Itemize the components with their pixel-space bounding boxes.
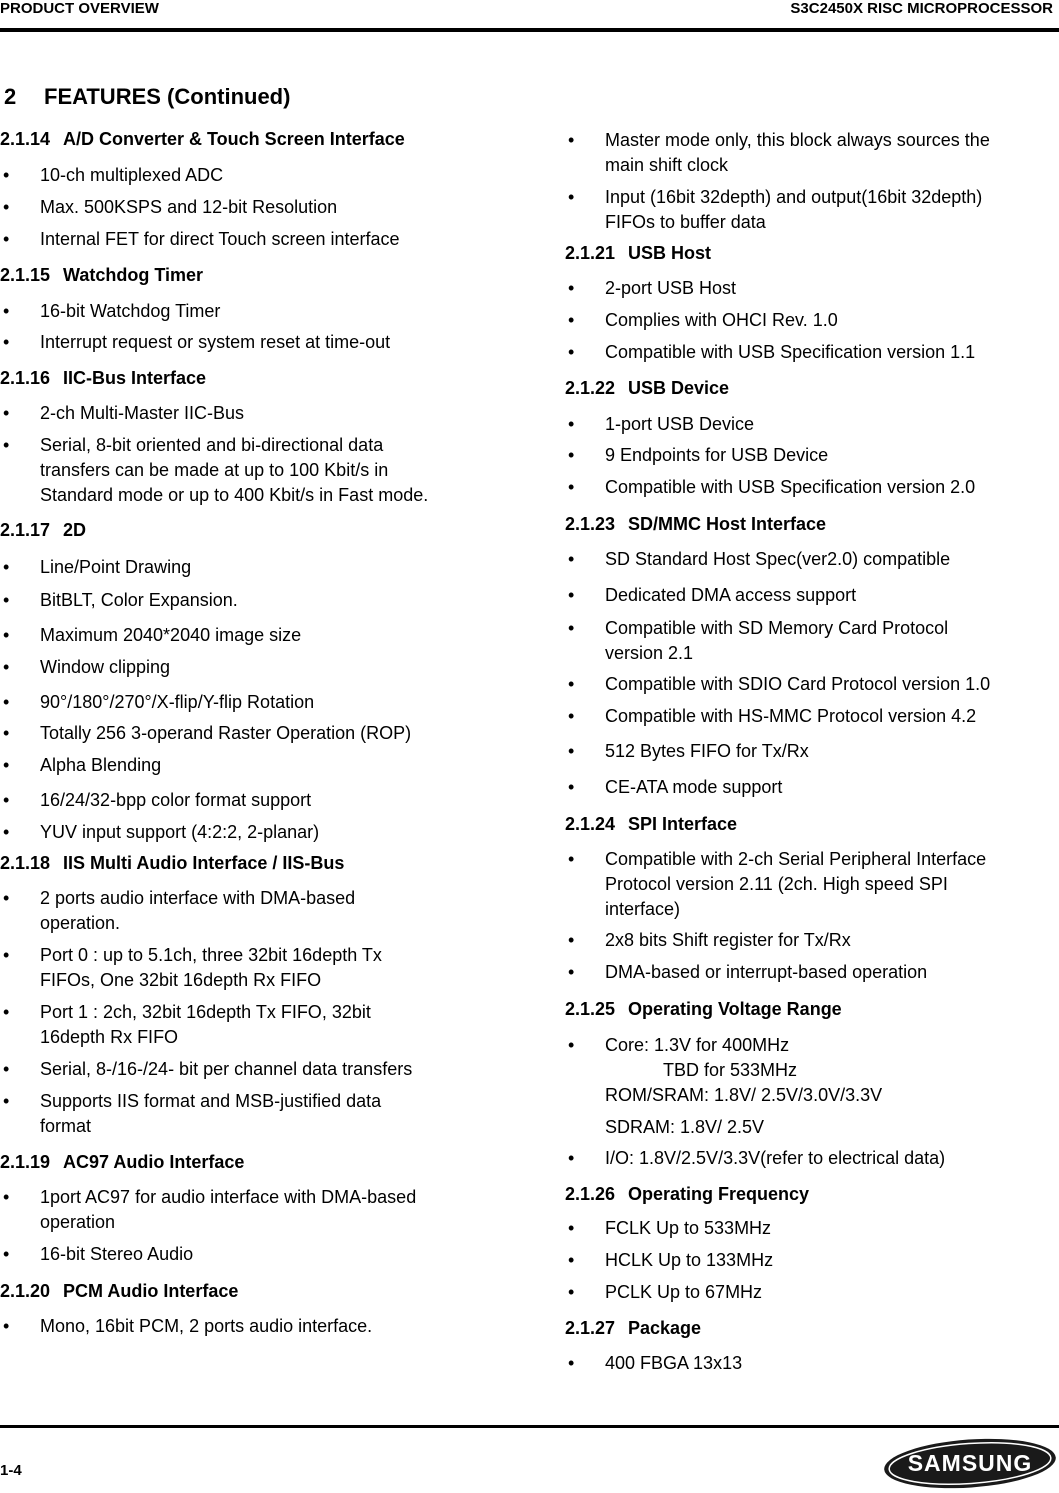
bullet-icon: • [568, 962, 575, 982]
bullet-icon: • [568, 1250, 575, 1270]
bullet-icon: • [568, 1353, 575, 1373]
feature-item-line: Supports IIS format and MSB-justified data [40, 1091, 382, 1111]
section-title: Operating Frequency [628, 1184, 810, 1204]
feature-item-line: FIFOs to buffer data [605, 212, 766, 232]
bullet-icon: • [3, 625, 10, 645]
feature-item-line: Max. 500KSPS and 12-bit Resolution [40, 197, 338, 217]
feature-item [0, 1242, 193, 1267]
section-number: 2.1.15 [0, 265, 51, 285]
section-heading [565, 813, 737, 835]
feature-item [565, 547, 950, 572]
feature-item-line: Standard mode or up to 400 Kbit/s in Fast mode. [40, 485, 429, 505]
bullet-icon: • [568, 618, 575, 638]
feature-item [565, 1351, 742, 1376]
feature-item [565, 960, 927, 985]
feature-item-line: 1port AC97 for audio interface with DMA-based [40, 1187, 417, 1207]
header-section-label: PRODUCT OVERVIEW [0, 0, 159, 17]
feature-item [565, 185, 982, 235]
feature-item-line: Internal FET for direct Touch screen interface [40, 229, 400, 249]
feature-item [565, 1280, 762, 1305]
section-number: 2.1.27 [565, 1318, 616, 1338]
bullet-icon: • [3, 1002, 10, 1022]
feature-item [565, 739, 809, 764]
feature-item [0, 690, 314, 715]
bullet-icon: • [3, 1091, 10, 1111]
feature-item [565, 340, 975, 365]
section-heading [565, 1317, 701, 1339]
feature-item-line: 16/24/32-bpp color format support [40, 790, 312, 810]
bullet-icon: • [3, 557, 10, 577]
bullet-icon: • [568, 1035, 575, 1055]
feature-item-line: Mono, 16bit PCM, 2 ports audio interface. [40, 1316, 373, 1336]
bullet-icon: • [3, 657, 10, 677]
page-title-number: 2 [4, 84, 17, 109]
section-title: Watchdog Timer [63, 265, 204, 285]
section-number: 2.1.17 [0, 520, 51, 540]
bullet-icon: • [3, 790, 10, 810]
feature-item [0, 163, 223, 188]
feature-item-line: Complies with OHCI Rev. 1.0 [605, 310, 838, 330]
feature-item-line: FCLK Up to 533MHz [605, 1218, 772, 1238]
feature-item [0, 299, 220, 324]
feature-item-line: Interrupt request or system reset at time-out [40, 332, 391, 352]
feature-item [0, 886, 355, 936]
feature-item-line: FIFOs, One 32bit 16depth Rx FIFO [40, 970, 322, 990]
feature-item-line: Compatible with SD Memory Card Protocol [605, 618, 949, 638]
bullet-icon: • [3, 1244, 10, 1264]
bullet-icon: • [568, 1148, 575, 1168]
feature-item-line: Serial, 8-bit oriented and bi-directional data [40, 435, 384, 455]
bullet-icon: • [568, 741, 575, 761]
section-title: IIC-Bus Interface [63, 368, 207, 388]
bullet-icon: • [3, 1187, 10, 1207]
section-title: AC97 Audio Interface [63, 1152, 245, 1172]
feature-item [565, 847, 986, 922]
bullet-icon: • [3, 945, 10, 965]
feature-item-line: Totally 256 3-operand Raster Operation (ROP) [40, 723, 412, 743]
section-title: USB Host [628, 243, 712, 263]
feature-item [0, 820, 319, 845]
feature-item-line: Input (16bit 32depth) and output(16bit 32depth) [605, 187, 983, 207]
bullet-icon: • [568, 549, 575, 569]
feature-item [565, 1248, 773, 1273]
samsung-logo [883, 1437, 1057, 1490]
feature-item-line: Maximum 2040*2040 image size [40, 625, 302, 645]
feature-item [0, 330, 390, 355]
bullet-icon: • [568, 310, 575, 330]
bullet-icon: • [3, 755, 10, 775]
samsung-logo-text: SAMSUNG [907, 1450, 1033, 1476]
feature-item-line: 2x8 bits Shift register for Tx/Rx [605, 930, 851, 950]
feature-item [565, 704, 976, 729]
bullet-icon: • [568, 278, 575, 298]
section-heading [0, 264, 203, 286]
feature-item-line: 9 Endpoints for USB Device [605, 445, 829, 465]
feature-item [0, 943, 382, 993]
feature-item-line: CE-ATA mode support [605, 777, 783, 797]
feature-item-line: Protocol version 2.11 (2ch. High speed SPI [605, 874, 948, 894]
section-title: SD/MMC Host Interface [628, 514, 827, 534]
bullet-icon: • [568, 849, 575, 869]
feature-item [0, 555, 191, 580]
section-heading [0, 852, 344, 874]
feature-item-line: operation [40, 1212, 116, 1232]
feature-item-line: main shift clock [605, 155, 729, 175]
feature-item [0, 623, 301, 648]
section-title: USB Device [628, 378, 730, 398]
section-heading [0, 1280, 238, 1302]
feature-item-line: Serial, 8-/16-/24- bit per channel data transfers [40, 1059, 413, 1079]
feature-item-line: Line/Point Drawing [40, 557, 192, 577]
feature-item-line: I/O: 1.8V/2.5V/3.3V(refer to electrical data) [605, 1148, 946, 1168]
feature-item-line: PCLK Up to 67MHz [605, 1282, 763, 1302]
section-number: 2.1.24 [565, 814, 616, 834]
section-title: PCM Audio Interface [63, 1281, 239, 1301]
feature-item-line: 16depth Rx FIFO [40, 1027, 179, 1047]
section-title: Operating Voltage Range [628, 999, 842, 1019]
feature-item-line: transfers can be made at up to 100 Kbit/s in [40, 460, 389, 480]
feature-item-line: BitBLT, Color Expansion. [40, 590, 238, 610]
feature-item [0, 433, 428, 508]
section-heading [565, 1183, 809, 1205]
section-heading [565, 513, 826, 535]
bullet-icon: • [3, 822, 10, 842]
bullet-icon: • [568, 1218, 575, 1238]
bullet-icon: • [3, 1316, 10, 1336]
bullet-icon: • [568, 1282, 575, 1302]
feature-item-line: Dedicated DMA access support [605, 585, 857, 605]
feature-item [0, 227, 400, 252]
feature-item-line: 2 ports audio interface with DMA-based [40, 888, 356, 908]
feature-item [0, 655, 170, 680]
feature-item [565, 928, 851, 953]
footer-rule [0, 1425, 1059, 1428]
section-number: 2.1.16 [0, 368, 51, 388]
bullet-icon: • [3, 435, 10, 455]
feature-item-line: Compatible with SDIO Card Protocol version 1.0 [605, 674, 991, 694]
bullet-icon: • [568, 674, 575, 694]
feature-item-line: operation. [40, 913, 121, 933]
feature-item [565, 1146, 945, 1171]
section-heading [0, 128, 405, 150]
feature-item [0, 1057, 412, 1082]
section-heading [565, 242, 711, 264]
feature-item [565, 616, 948, 666]
feature-item [565, 276, 736, 301]
bullet-icon: • [3, 888, 10, 908]
header-rule [0, 28, 1059, 32]
feature-item-subline: TBD for 533MHz [663, 1060, 798, 1080]
feature-item-line: Port 0 : up to 5.1ch, three 32bit 16depth Tx [40, 945, 382, 965]
feature-item [0, 195, 337, 220]
bullet-icon: • [3, 590, 10, 610]
feature-item-line: Core: 1.3V for 400MHz [605, 1035, 790, 1055]
section-heading [0, 1151, 244, 1173]
feature-item [0, 721, 411, 746]
bullet-icon: • [568, 342, 575, 362]
feature-item-extra-line: SDRAM: 1.8V/ 2.5V [605, 1117, 765, 1137]
feature-item [565, 1216, 771, 1241]
feature-item-line: 2-port USB Host [605, 278, 737, 298]
bullet-icon: • [568, 414, 575, 434]
feature-item [565, 1033, 882, 1140]
feature-item-line: 16-bit Stereo Audio [40, 1244, 194, 1264]
feature-item [565, 308, 838, 333]
bullet-icon: • [3, 301, 10, 321]
feature-item [565, 128, 990, 178]
section-number: 2.1.25 [565, 999, 616, 1019]
feature-item [0, 401, 244, 426]
feature-item-line: Compatible with USB Specification version 2.0 [605, 477, 976, 497]
page-title-text: FEATURES (Continued) [44, 84, 291, 109]
feature-item [565, 412, 754, 437]
feature-item-line: HCLK Up to 133MHz [605, 1250, 774, 1270]
feature-item-line: 10-ch multiplexed ADC [40, 165, 224, 185]
feature-item-line: interface) [605, 899, 681, 919]
feature-item-line: Compatible with USB Specification version 1.1 [605, 342, 976, 362]
bullet-icon: • [568, 585, 575, 605]
section-number: 2.1.26 [565, 1184, 616, 1204]
feature-item [0, 753, 161, 778]
feature-item-line: 16-bit Watchdog Timer [40, 301, 221, 321]
feature-item-line: version 2.1 [605, 643, 694, 663]
feature-item-line: YUV input support (4:2:2, 2-planar) [40, 822, 320, 842]
feature-item-line: 400 FBGA 13x13 [605, 1353, 743, 1373]
bullet-icon: • [3, 229, 10, 249]
feature-item [565, 583, 856, 608]
bullet-icon: • [3, 1059, 10, 1079]
section-number: 2.1.18 [0, 853, 51, 873]
feature-item [565, 672, 990, 697]
bullet-icon: • [568, 777, 575, 797]
feature-item-line: Alpha Blending [40, 755, 162, 775]
section-title: IIS Multi Audio Interface / IIS-Bus [63, 853, 345, 873]
section-number: 2.1.22 [565, 378, 616, 398]
section-number: 2.1.20 [0, 1281, 51, 1301]
feature-item-extra-line: ROM/SRAM: 1.8V/ 2.5V/3.0V/3.3V [605, 1085, 883, 1105]
feature-item-line: 2-ch Multi-Master IIC-Bus [40, 403, 245, 423]
section-heading [565, 377, 729, 399]
section-title: 2D [63, 520, 87, 540]
section-heading [0, 519, 86, 541]
section-number: 2.1.23 [565, 514, 616, 534]
section-number: 2.1.21 [565, 243, 616, 263]
feature-item [0, 788, 311, 813]
feature-item-line: Master mode only, this block always sources the [605, 130, 990, 150]
bullet-icon: • [3, 692, 10, 712]
bullet-icon: • [3, 332, 10, 352]
feature-item-line: Port 1 : 2ch, 32bit 16depth Tx FIFO, 32bit [40, 1002, 371, 1022]
bullet-icon: • [568, 477, 575, 497]
feature-item-line: Compatible with 2-ch Serial Peripheral Interface [605, 849, 987, 869]
section-title: SPI Interface [628, 814, 738, 834]
bullet-icon: • [568, 445, 575, 465]
bullet-icon: • [3, 723, 10, 743]
feature-item-line: Compatible with HS-MMC Protocol version 4.2 [605, 706, 977, 726]
bullet-icon: • [568, 130, 575, 150]
bullet-icon: • [568, 706, 575, 726]
section-number: 2.1.14 [0, 129, 51, 149]
bullet-icon: • [3, 403, 10, 423]
section-heading [565, 998, 842, 1020]
feature-item-line: 1-port USB Device [605, 414, 755, 434]
feature-item-line: Window clipping [40, 657, 171, 677]
feature-item-line: format [40, 1116, 92, 1136]
feature-item-line: 512 Bytes FIFO for Tx/Rx [605, 741, 809, 761]
bullet-icon: • [568, 187, 575, 207]
feature-item [0, 1000, 371, 1050]
page-title [4, 84, 290, 110]
feature-item-line: SD Standard Host Spec(ver2.0) compatible [605, 549, 951, 569]
feature-item [565, 775, 782, 800]
bullet-icon: • [568, 930, 575, 950]
section-heading [0, 367, 206, 389]
section-title: A/D Converter & Touch Screen Interface [63, 129, 405, 149]
bullet-icon: • [3, 197, 10, 217]
header-document-title: S3C2450X RISC MICROPROCESSOR [790, 0, 1053, 17]
feature-item-line: DMA-based or interrupt-based operation [605, 962, 928, 982]
feature-item [565, 443, 828, 468]
section-title: Package [628, 1318, 702, 1338]
feature-item [0, 1089, 381, 1139]
page-number: 1-4 [0, 1462, 22, 1479]
feature-item [565, 475, 975, 500]
feature-item [0, 588, 238, 613]
feature-item [0, 1185, 416, 1235]
bullet-icon: • [3, 165, 10, 185]
feature-item [0, 1314, 372, 1339]
feature-item-line: 90°/180°/270°/X-flip/Y-flip Rotation [40, 692, 315, 712]
section-number: 2.1.19 [0, 1152, 51, 1172]
